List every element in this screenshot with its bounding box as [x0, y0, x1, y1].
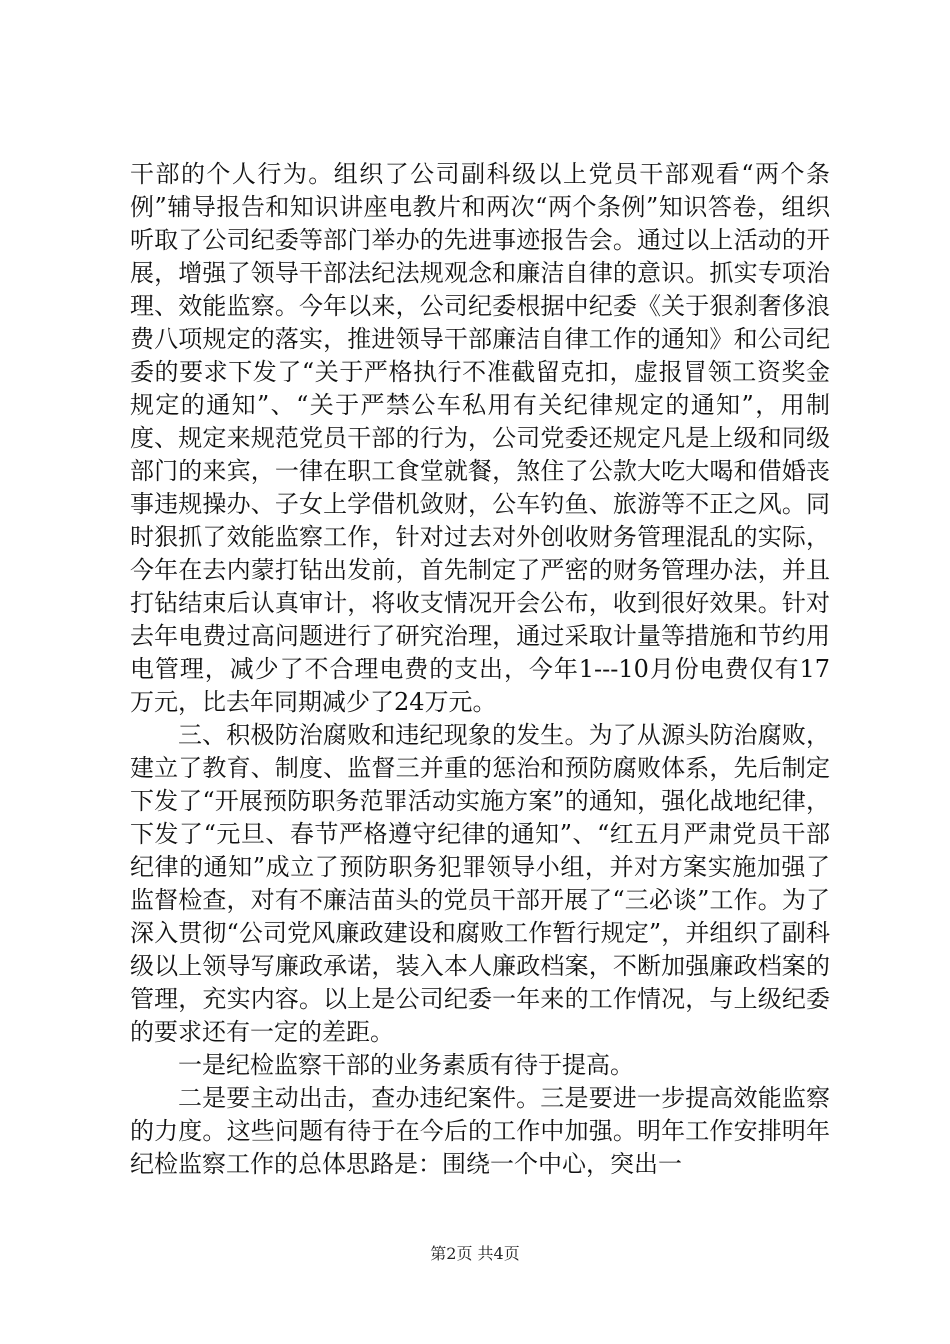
- document-body: [130, 158, 830, 1181]
- paragraph-4: 二是要主动出击，查办违纪案件。三是要进一步提高效能监察的力度。这些问题有待于在今后的工作中加强。明年工作安排明年纪检监察工作的总体思路是：围绕一个中心，突出一: [130, 1084, 830, 1178]
- page-footer: 第2页 共4页: [430, 1244, 520, 1263]
- paragraph-1: 干部的个人行为。组织了公司副科级以上党员干部观看“两个条例”辅导报告和知识讲座电教片和两次“两个条例”知识答卷，组织听取了公司纪委等部门举办的先进事迹报告会。通过以上活动的开展，增强了领导干部法纪法规观念和廉洁自律的意识。抓实专项治理、效能监察。今年以来，公司纪委根据中纪委《关于狠刹奢侈浪费八项规定的落实，推进领导干部廉洁自律工作的通知》和公司纪委的要求下发了“关于严格执行不准截留克扣，虚报冒领工资奖金规定的通知”、“关于严禁公车私用有关纪律规定的通知”，用制度、规定来规范党员干部的行为，公司党委还规定凡是上级和同级部门的来宾，一律在职工食堂就餐，煞住了公款大吃大喝和借婚丧事违规操办、子女上学借机敛财，公车钓鱼、旅游等不正之风。同时狠抓了效能监察工作，针对过去对外创收财务管理混乱的实际，今年在去内蒙打钻出发前，首先制定了严密的财务管理办法，并且打钻结束后认真审计，将收支情况开会公布，收到很好效果。针对去年电费过高问题进行了研究治理，通过采取计量等措施和节约用电管理，减少了不合理电费的支出，今年1---10月份电费仅有17万元，比去年同期减少了24万元。: [130, 160, 830, 716]
- paragraph-2: 三、积极防治腐败和违纪现象的发生。为了从源头防治腐败，建立了教育、制度、监督三并重的惩治和预防腐败体系，先后制定下发了“开展预防职务范罪活动实施方案”的通知，强化战地纪律，下发了“元旦、春节严格遵守纪律的通知”、“红五月严肃党员干部纪律的通知”成立了预防职务犯罪领导小组，并对方案实施加强了监督检查，对有不廉洁苗头的党员干部开展了“三必谈”工作。为了深入贯彻“公司党风廉政建设和腐败工作暂行规定”，并组织了副科级以上领导写廉政承诺，装入本人廉政档案，不断加强廉政档案的管理，充实内容。以上是公司纪委一年来的工作情况，与上级纪委的要求还有一定的差距。: [130, 721, 830, 1046]
- paragraph-3: 一是纪检监察干部的业务素质有待于提高。: [178, 1051, 634, 1079]
